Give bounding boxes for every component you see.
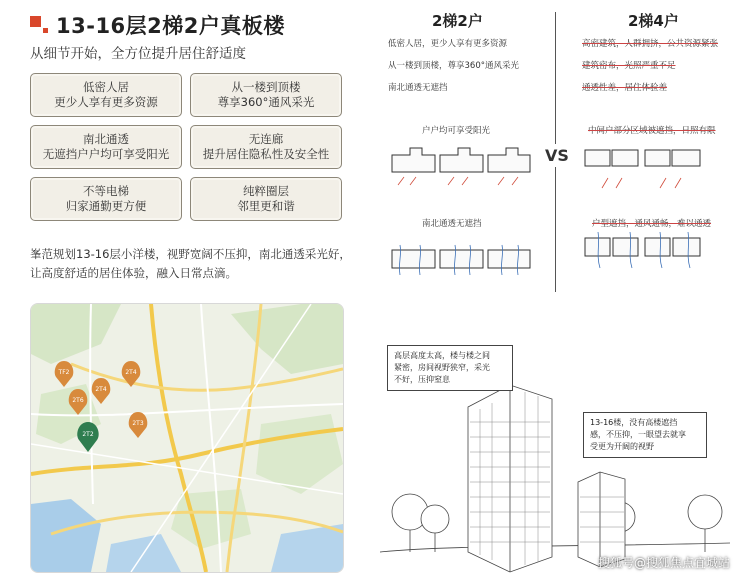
- col2-plan2-icon: [585, 238, 700, 256]
- col1-plan1-icon: [392, 148, 530, 172]
- feature-card: [30, 177, 182, 221]
- col1-line: 从一楼到顶楼，尊享360°通风采光: [388, 61, 519, 71]
- callout-line: 高层高度太高，楼与楼之间: [394, 351, 490, 360]
- col2-line: 建筑密布，光照严重不足: [582, 61, 676, 71]
- col1-title: 2梯2户: [432, 12, 483, 30]
- callout-line: 不好，压抑窒息: [394, 375, 450, 384]
- map-pin[interactable]: [77, 422, 98, 452]
- feature-card-title: 纯粹圈层: [243, 184, 289, 198]
- watermark: 搜狐号@搜狐焦点宜城站: [597, 556, 730, 570]
- vs-label: VS: [545, 146, 569, 165]
- col2-sun-arrows-icon: [602, 178, 681, 188]
- col2-diagram2-caption: 户型遮挡，通风通畅，难以通透: [592, 219, 712, 229]
- map-pins-layer: [31, 304, 343, 572]
- brand-mark-icon: [30, 16, 48, 34]
- feature-card-desc: 更少人享有更多资源: [54, 95, 158, 109]
- col2-title: 2梯4户: [628, 12, 679, 30]
- map-pin[interactable]: [69, 389, 88, 415]
- description-paragraph: [30, 245, 360, 283]
- callout-line: 紧密，房间视野狭窄，采光: [394, 363, 490, 372]
- map-pin[interactable]: [92, 378, 111, 404]
- feature-card-desc: 无遮挡户户均可享受阳光: [42, 147, 170, 161]
- page-title: 13-16层2梯2户真板楼: [56, 14, 285, 38]
- feature-card-desc: 邻里更和谐: [237, 199, 295, 213]
- feature-card-title: 从一楼到顶楼: [231, 80, 301, 94]
- feature-card-title: 无连廊: [248, 132, 284, 146]
- col1-line: 南北通透无遮挡: [388, 83, 448, 93]
- map-pin-label: 2T2: [82, 431, 94, 438]
- feature-card-desc: 提升居住隐私性及安全性: [202, 147, 330, 161]
- col2-plan1-icon: [585, 150, 700, 166]
- map-pin[interactable]: [122, 361, 141, 387]
- floorplan-sketches: [370, 0, 740, 300]
- col1-diagram2-caption: 南北通透无遮挡: [422, 219, 482, 229]
- col2-diagram1-caption: 中间户部分区域被遮挡，日照有限: [588, 126, 716, 136]
- description-line: 让高度舒适的居住体验，融入日常点滴。: [30, 266, 237, 280]
- col2-line: 通透性差，居住体验差: [582, 83, 668, 93]
- map-pin[interactable]: [55, 361, 74, 387]
- col1-diagram1-caption: 户户均可享受阳光: [422, 126, 491, 136]
- map-pin-label: 2T4: [125, 369, 137, 376]
- feature-card: [30, 73, 182, 117]
- map-pin-label: TF2: [58, 369, 70, 376]
- feature-card-grid: [30, 73, 360, 221]
- right-panel: [370, 0, 740, 577]
- feature-card-title: 低密人居: [83, 80, 129, 94]
- map-pin-label: 2T6: [72, 397, 84, 404]
- feature-card: [190, 177, 342, 221]
- page-subtitle: 从细节开始，全方位提升居住舒适度: [30, 46, 246, 62]
- callout-line: 感，不压抑，一眼望去就享: [590, 430, 686, 439]
- callout-high-rise: [387, 345, 513, 391]
- feature-card-title: 不等电梯: [83, 184, 129, 198]
- col1-sun-arrows-icon: [398, 177, 518, 185]
- map-pin[interactable]: [129, 412, 148, 438]
- col1-line: 低密人居，更少人享有更多资源: [388, 39, 508, 49]
- description-line: 峯范规划13-16层小洋楼，视野宽阔不压抑，南北通透采光好，: [30, 247, 351, 261]
- feature-card-desc: 归家通勤更方便: [65, 199, 147, 213]
- location-map[interactable]: [30, 303, 344, 573]
- low-rise-icon: [578, 472, 625, 567]
- map-pin-label: 2T4: [95, 386, 107, 393]
- col2-line: 高密建筑，人群拥挤，公共资源紧张: [582, 39, 719, 49]
- feature-card: [190, 73, 342, 117]
- title-row: [30, 10, 285, 40]
- callout-low-rise: [583, 412, 707, 458]
- callout-line: 受更为开阔的视野: [590, 442, 654, 451]
- callout-line: 13-16楼，没有高楼遮挡: [590, 418, 678, 427]
- col1-plan2-icon: [392, 250, 530, 268]
- map-pin-label: 2T3: [132, 420, 144, 427]
- feature-card: [30, 125, 182, 169]
- feature-card: [190, 125, 342, 169]
- feature-card-title: 南北通透: [83, 132, 129, 146]
- feature-card-desc: 尊享360°通风采光: [217, 95, 315, 109]
